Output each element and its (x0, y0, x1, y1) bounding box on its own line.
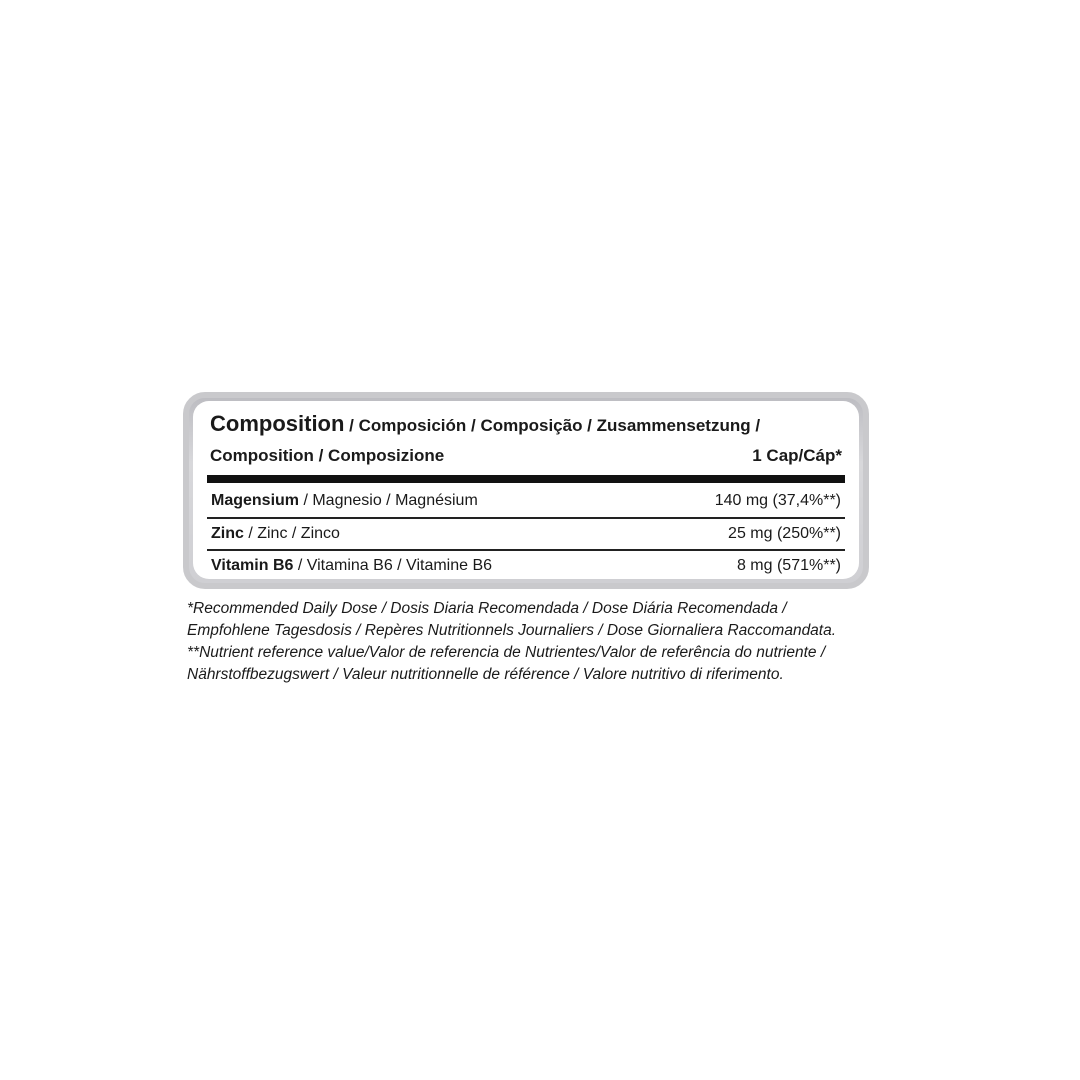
ingredient-name (211, 525, 340, 543)
footnote-line: Empfohlene Tagesdosis / Repères Nutritionnels Journaliers / Dose Giornaliera Raccomandata. (187, 622, 837, 639)
serving-size: 1 Cap/Cáp* (752, 446, 842, 465)
ingredient-name-translations: / Vitamina B6 / Vitamine B6 (293, 557, 493, 574)
ingredient-value: 8 mg (571%**) (736, 557, 841, 574)
heading-line-2 (210, 441, 860, 470)
ingredient-name-translations: / Magnesio / Magnésium (299, 492, 478, 509)
ingredient-name (211, 492, 478, 510)
heading-divider (207, 475, 845, 483)
ingredient-value: 25 mg (250%**) (728, 525, 841, 542)
footnotes (187, 598, 907, 686)
table-row (207, 517, 845, 549)
ingredient-value: 140 mg (37,4%**) (714, 492, 841, 509)
table-row (207, 485, 845, 517)
footnote-line: *Recommended Daily Dose / Dosis Diaria Recomendada / Dose Diária Recomendada / (187, 600, 787, 617)
ingredient-name (211, 557, 492, 575)
table-row (207, 549, 845, 581)
heading-translations: / Composición / Composição / Zusammensetzung / (344, 416, 761, 435)
composition-panel-inner (193, 401, 859, 579)
composition-rows (207, 485, 845, 581)
heading-translations-2: Composition / Composizione (210, 446, 445, 465)
ingredient-name-translations: / Zinc / Zinco (243, 525, 340, 542)
ingredient-name-bold: Magensium (211, 492, 300, 509)
composition-heading (210, 409, 860, 470)
heading-line-1 (210, 409, 860, 441)
footnote-line: Nährstoffbezugswert / Valeur nutritionnelle de référence / Valore nutritivo di riferimento. (187, 666, 784, 683)
heading-main: Composition (210, 411, 345, 436)
footnote-line: **Nutrient reference value/Valor de referencia de Nutrientes/Valor de referência do nutriente / (187, 644, 826, 661)
composition-panel (183, 392, 869, 589)
ingredient-name-bold: Zinc (211, 525, 244, 542)
ingredient-name-bold: Vitamin B6 (211, 557, 294, 574)
